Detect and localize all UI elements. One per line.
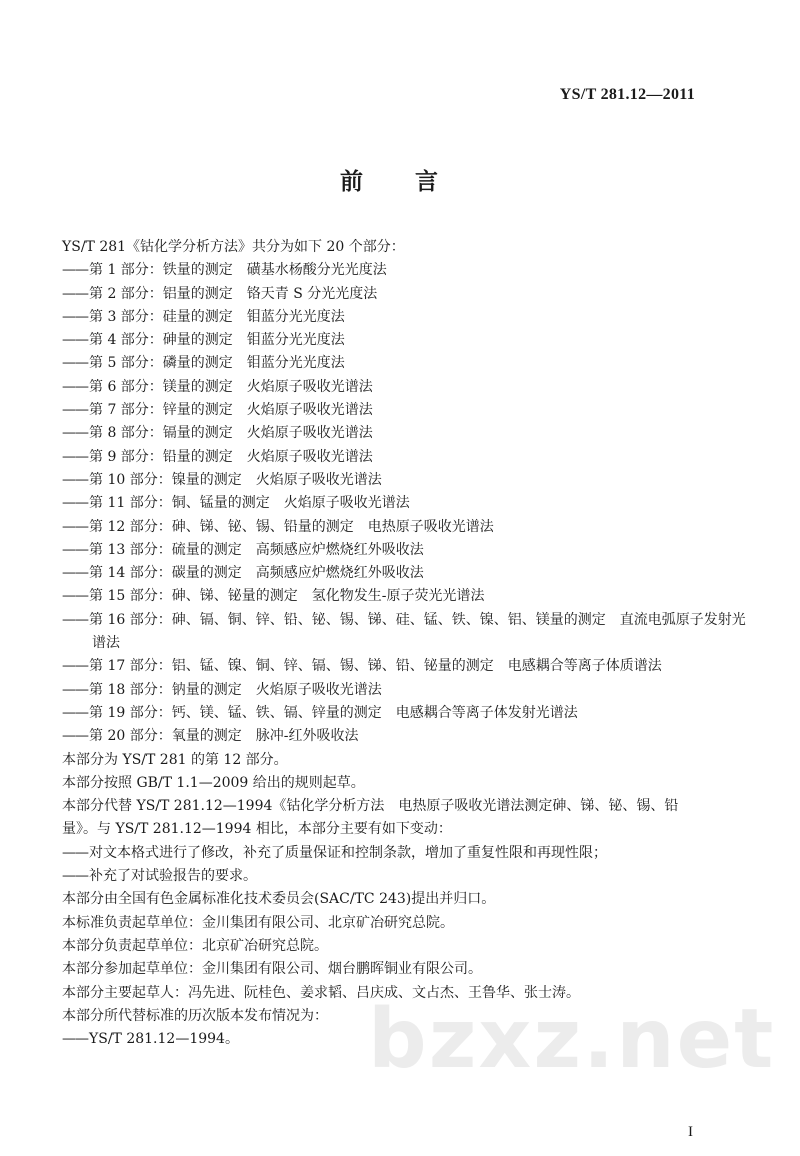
list-item: —— 第 20 部分：氧量的测定 脉冲-红外吸收法 (62, 725, 722, 748)
list-item: —— 补充了对试验报告的要求。 (62, 865, 722, 888)
list-item: —— 第 6 部分：镁量的测定 火焰原子吸收光谱法 (62, 376, 722, 399)
list-item: —— 对文本格式进行了修改，补充了质量保证和控制条款，增加了重复性限和再现性限； (62, 842, 722, 865)
list-item: —— 第 3 部分：硅量的测定 钼蓝分光光度法 (62, 306, 722, 329)
watermark: bzxz.net (368, 992, 776, 1087)
paragraph-line: 谱法 (92, 635, 120, 652)
paragraph-line: 本部分由全国有色金属标准化技术委员会(SAC/TC 243)提出并归口。 (62, 891, 496, 908)
paragraph-line: 量》。与 YS/T 281.12—1994 相比，本部分主要有如下变动： (62, 821, 452, 838)
standard-code: YS/T 281.12—2011 (559, 86, 695, 103)
list-item: —— 第 1 部分：铁量的测定 磺基水杨酸分光光度法 (62, 259, 722, 282)
page-title: 前 言 (339, 168, 460, 195)
list-item: —— 第 19 部分：钙、镁、锰、铁、镉、锌量的测定 电感耦合等离子体发射光谱法 (62, 702, 722, 725)
paragraph-line: 本部分主要起草人：冯先进、阮桂色、姜求韬、吕庆成、文占杰、王鲁华、张士涛。 (62, 984, 580, 1001)
page-number: I (688, 1124, 693, 1140)
list-item: —— 第 10 部分：镍量的测定 火焰原子吸收光谱法 (62, 469, 722, 492)
paragraph-line: 本部分按照 GB/T 1.1—2009 给出的规则起草。 (62, 774, 365, 791)
list-item: —— 第 16 部分：砷、镉、铜、锌、铅、铋、锡、锑、硅、锰、铁、镍、铝、镁量的测定 直流电弧原子发射光 (62, 609, 722, 632)
paragraph-line: YS/T 281《钴化学分析方法》共分为如下 20 个部分： (62, 239, 405, 255)
list-item: —— 第 15 部分：砷、锑、铋量的测定 氢化物发生-原子荧光光谱法 (62, 585, 722, 608)
list-item: —— 第 9 部分：铅量的测定 火焰原子吸收光谱法 (62, 446, 722, 469)
list-item: —— 第 7 部分：锌量的测定 火焰原子吸收光谱法 (62, 399, 722, 422)
foreword-body (62, 236, 746, 1051)
list-item: —— 第 11 部分：铜、锰量的测定 火焰原子吸收光谱法 (62, 492, 722, 515)
paragraph-line: 本部分所代替标准的历次版本发布情况为： (62, 1007, 328, 1024)
list-item: —— 第 5 部分：磷量的测定 钼蓝分光光度法 (62, 352, 722, 375)
list-item: —— 第 13 部分：硫量的测定 高频感应炉燃烧红外吸收法 (62, 539, 722, 562)
list-item: —— 第 12 部分：砷、锑、铋、锡、铅量的测定 电热原子吸收光谱法 (62, 516, 722, 539)
paragraph-line: 本标准负责起草单位：金川集团有限公司、北京矿冶研究总院。 (62, 914, 454, 931)
paragraph-line: 本部分为 YS/T 281 的第 12 部分。 (62, 751, 288, 768)
list-item: —— 第 8 部分：镉量的测定 火焰原子吸收光谱法 (62, 422, 722, 445)
list-item: —— 第 18 部分：钠量的测定 火焰原子吸收光谱法 (62, 679, 722, 702)
paragraph-line: 本部分代替 YS/T 281.12—1994《钴化学分析方法 电热原子吸收光谱法测定砷、锑、铋、锡、铅 (62, 798, 679, 815)
list-item: —— 第 14 部分：碳量的测定 高频感应炉燃烧红外吸收法 (62, 562, 722, 585)
list-item: —— YS/T 281.12—1994。 (62, 1028, 722, 1051)
paragraph-line: 本部分负责起草单位：北京矿冶研究总院。 (62, 937, 328, 954)
list-item: —— 第 4 部分：砷量的测定 钼蓝分光光度法 (62, 329, 722, 352)
paragraph-line: 本部分参加起草单位：金川集团有限公司、烟台鹏晖铜业有限公司。 (62, 961, 482, 978)
list-item: —— 第 17 部分：铝、锰、镍、铜、锌、镉、锡、锑、铅、铋量的测定 电感耦合等离子体质谱法 (62, 655, 722, 678)
list-item: —— 第 2 部分：铝量的测定 铬天青 S 分光光度法 (62, 283, 722, 306)
